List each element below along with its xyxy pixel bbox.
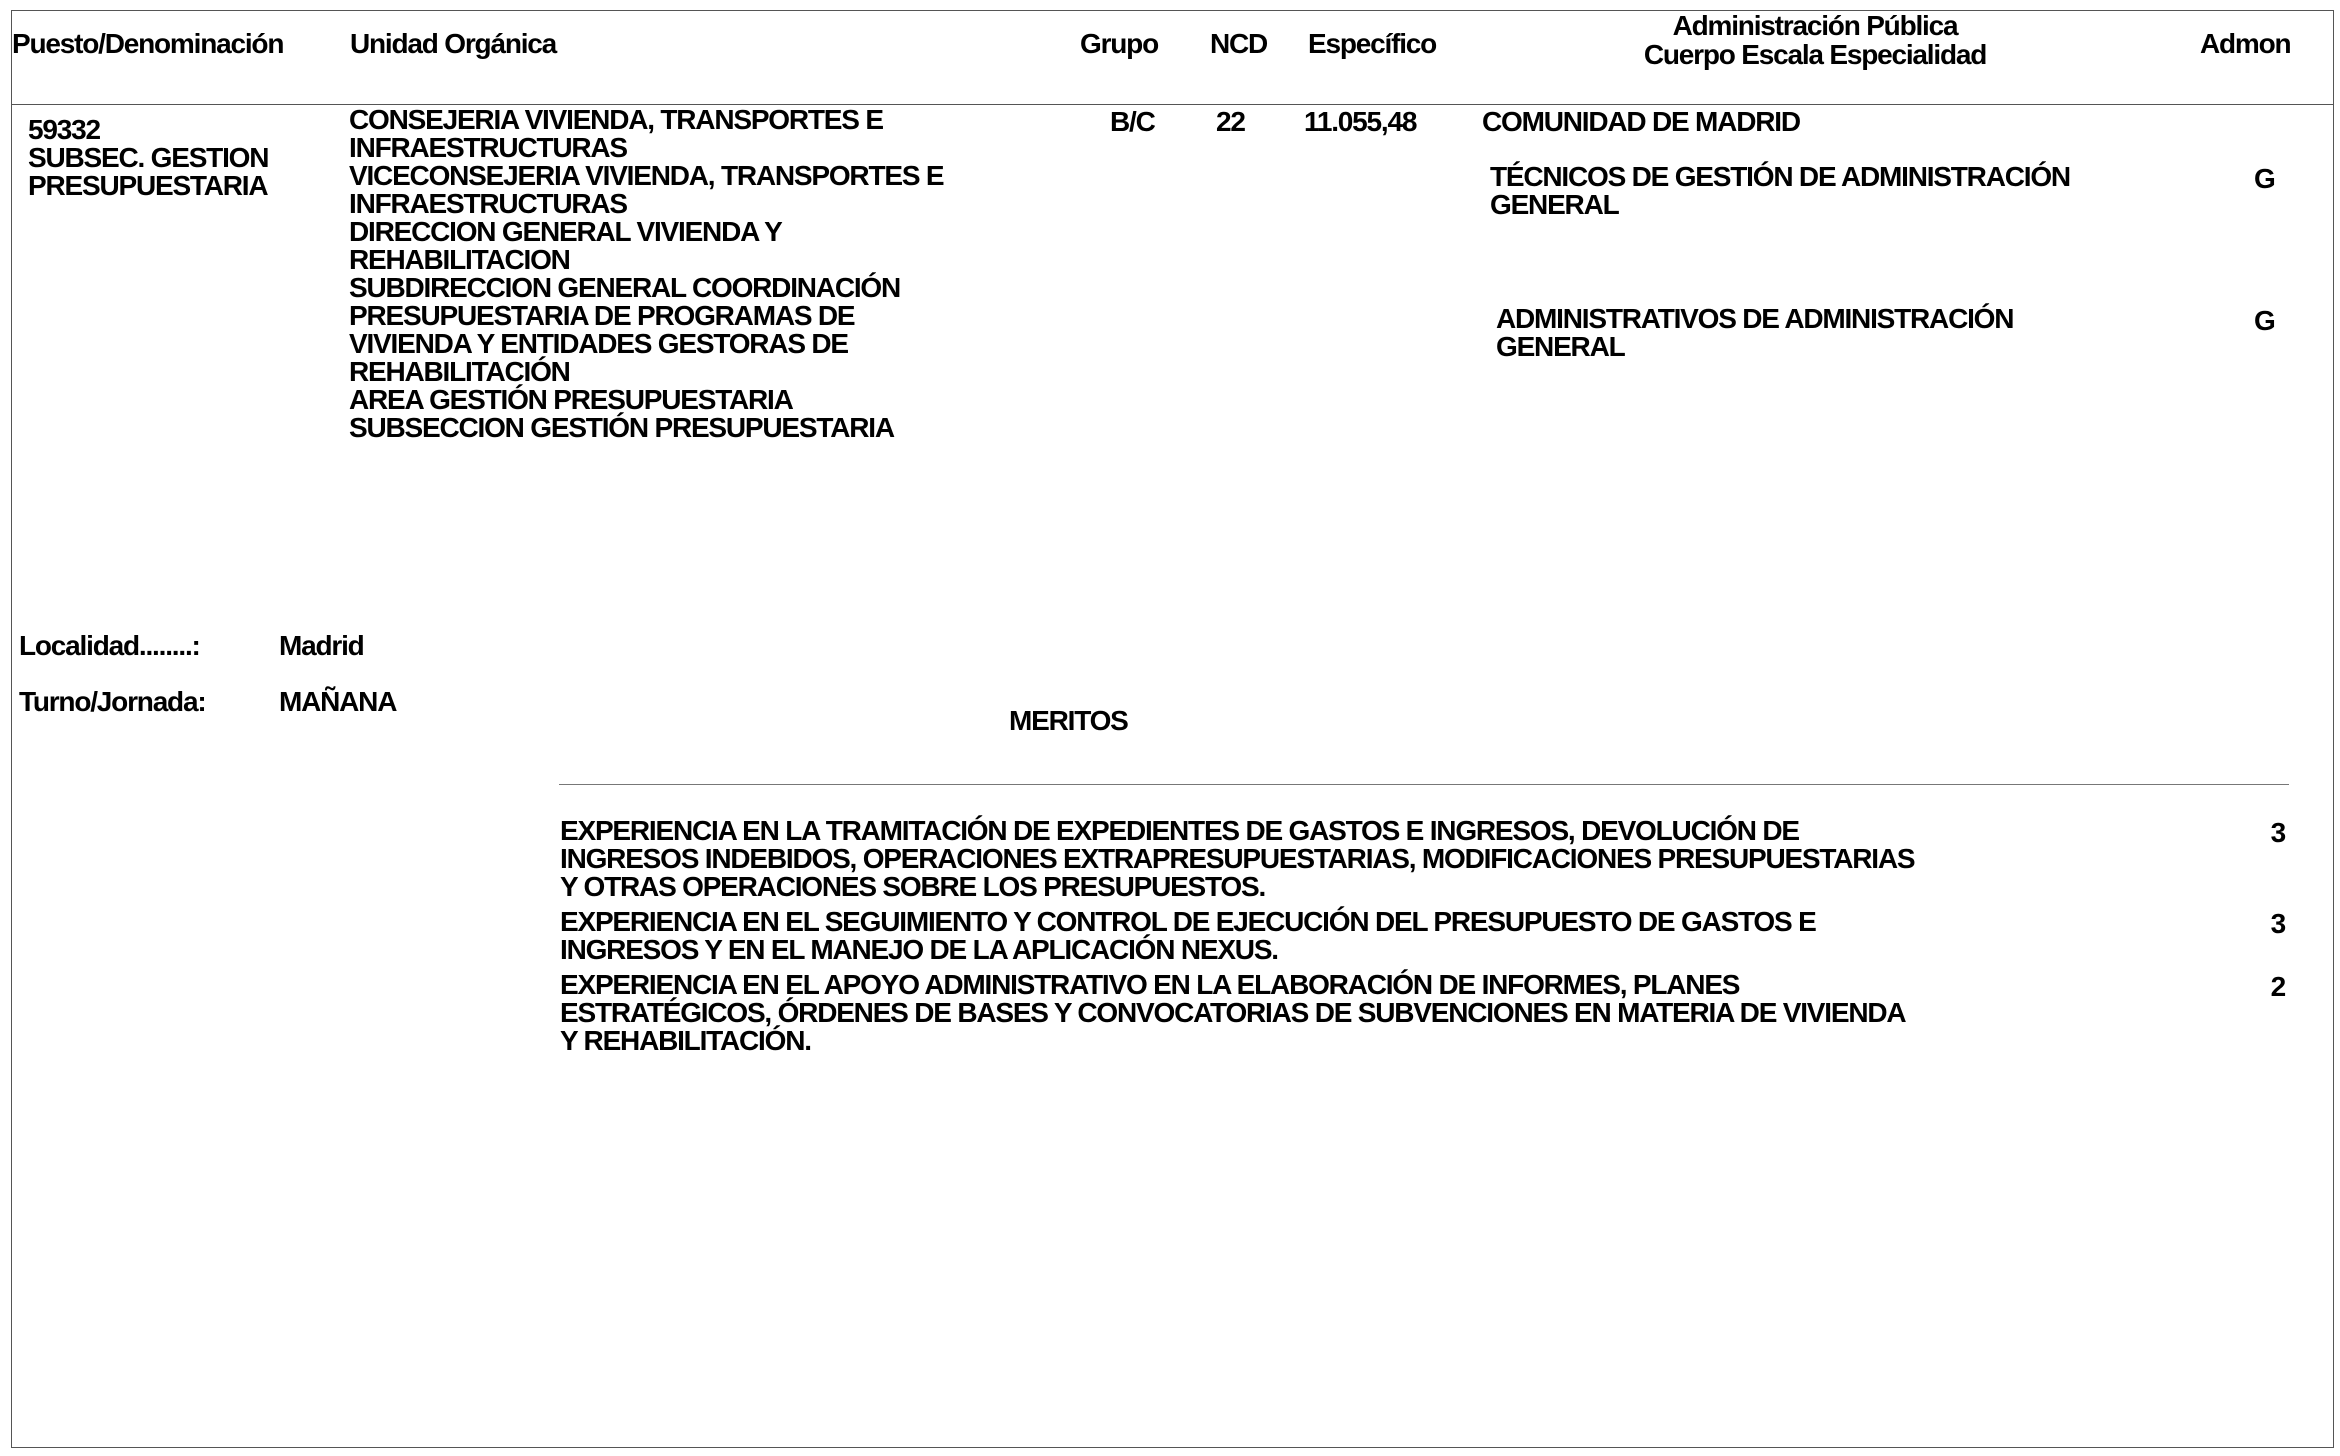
unidad-line: SUBDIRECCION GENERAL COORDINACIÓN — [349, 272, 901, 303]
merito-line: INGRESOS INDEBIDOS, OPERACIONES EXTRAPRESUPUESTARIAS, MODIFICACIONES PRESUPUESTARIAS — [560, 843, 1915, 874]
header-puesto: Puesto/Denominación — [12, 28, 284, 59]
unidad-line: REHABILITACION — [349, 244, 570, 275]
merito-line: ESTRATÉGICOS, ÓRDENES DE BASES Y CONVOCATORIAS DE SUBVENCIONES EN MATERIA DE VIVIENDA — [560, 997, 1906, 1028]
cuerpo-line: GENERAL — [1490, 189, 1619, 220]
unidad-line: DIRECCION GENERAL VIVIENDA Y — [349, 216, 782, 247]
merito-line: Y REHABILITACIÓN. — [560, 1025, 811, 1056]
admon-value: G — [2254, 305, 2275, 336]
administracion-value: COMUNIDAD DE MADRID — [1482, 106, 1800, 137]
turno-value: MAÑANA — [279, 686, 397, 717]
unidad-line: AREA GESTIÓN PRESUPUESTARIA — [349, 384, 793, 415]
turno-label: Turno/Jornada: — [19, 686, 206, 717]
merito-line: EXPERIENCIA EN EL SEGUIMIENTO Y CONTROL DE EJECUCIÓN DEL PRESUPUESTO DE GASTOS E — [560, 906, 1816, 937]
merito-line: EXPERIENCIA EN LA TRAMITACIÓN DE EXPEDIENTES DE GASTOS E INGRESOS, DEVOLUCIÓN DE — [560, 815, 1799, 846]
puesto-name-line2: PRESUPUESTARIA — [28, 170, 268, 201]
unidad-line: VICECONSEJERIA VIVIENDA, TRANSPORTES E — [349, 160, 944, 191]
header-administracion — [1600, 11, 2030, 69]
merito-line: Y OTRAS OPERACIONES SOBRE LOS PRESUPUESTOS. — [560, 871, 1266, 902]
merito-score: 3 — [2270, 908, 2285, 939]
merito-score: 3 — [2270, 817, 2285, 848]
puesto-name-line1: SUBSEC. GESTION — [28, 142, 269, 173]
unidad-line: PRESUPUESTARIA DE PROGRAMAS DE — [349, 300, 855, 331]
cuerpo-line: TÉCNICOS DE GESTIÓN DE ADMINISTRACIÓN — [1490, 161, 2070, 192]
merito-line: INGRESOS Y EN EL MANEJO DE LA APLICACIÓN NEXUS. — [560, 934, 1278, 965]
cuerpo-entry — [1490, 163, 2070, 219]
header-especifico: Específico — [1308, 28, 1437, 59]
ncd-value: 22 — [1216, 106, 1245, 137]
header-unidad: Unidad Orgánica — [350, 28, 557, 59]
admon-value: G — [2254, 163, 2275, 194]
header-grupo: Grupo — [1080, 28, 1158, 59]
merito-item — [560, 817, 1914, 901]
cuerpo-entry — [1496, 305, 2013, 361]
unidad-organica-cell — [349, 106, 943, 442]
header-ncd: NCD — [1210, 28, 1268, 59]
meritos-title: MERITOS — [1009, 705, 1128, 736]
localidad-value: Madrid — [279, 630, 364, 661]
merito-item — [560, 908, 1816, 964]
localidad-label: Localidad........: — [19, 630, 200, 661]
unidad-line: VIVIENDA Y ENTIDADES GESTORAS DE — [349, 328, 848, 359]
unidad-line: INFRAESTRUCTURAS — [349, 188, 627, 219]
merito-item — [560, 971, 1905, 1055]
puesto-code: 59332 — [28, 114, 100, 145]
unidad-line: REHABILITACIÓN — [349, 356, 570, 387]
unidad-line: INFRAESTRUCTURAS — [349, 132, 627, 163]
header-admin-line1: Administración Pública — [1672, 10, 1958, 41]
grupo-value: B/C — [1110, 106, 1155, 137]
unidad-line: CONSEJERIA VIVIENDA, TRANSPORTES E — [349, 104, 883, 135]
unidad-line: SUBSECCION GESTIÓN PRESUPUESTARIA — [349, 412, 894, 443]
puesto-cell — [28, 116, 268, 200]
especifico-value: 11.055,48 — [1304, 106, 1417, 137]
meritos-divider — [559, 784, 2289, 785]
header-admon: Admon — [2200, 28, 2291, 59]
cuerpo-line: GENERAL — [1496, 331, 1625, 362]
cuerpo-line: ADMINISTRATIVOS DE ADMINISTRACIÓN — [1496, 303, 2014, 334]
header-admin-line2: Cuerpo Escala Especialidad — [1643, 39, 1987, 70]
merito-score: 2 — [2270, 971, 2285, 1002]
merito-line: EXPERIENCIA EN EL APOYO ADMINISTRATIVO EN LA ELABORACIÓN DE INFORMES, PLANES — [560, 969, 1740, 1000]
